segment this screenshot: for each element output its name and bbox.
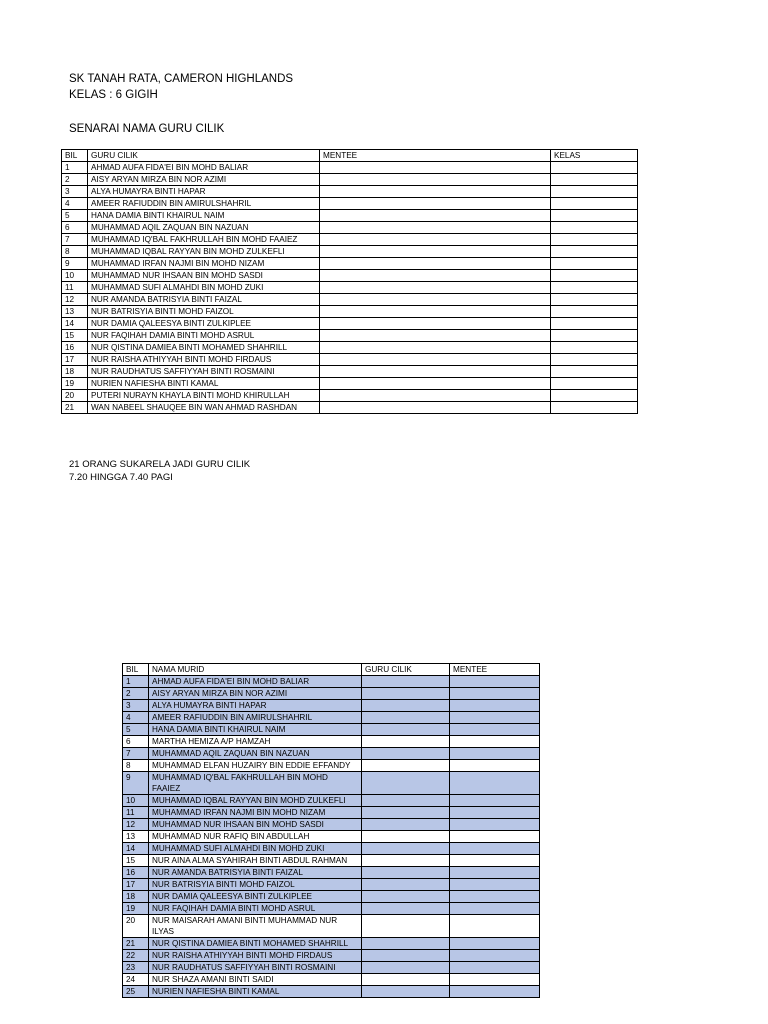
cell-nama-murid: MUHAMMAD ELFAN HUZAIRY BIN EDDIE EFFANDY (149, 760, 362, 772)
cell-guru-cilik: MUHAMMAD AQIL ZAQUAN BIN NAZUAN (88, 222, 320, 234)
header-guru-cilik: GURU CILIK (88, 150, 320, 162)
cell-mentee (450, 915, 540, 938)
cell-guru-cilik (362, 974, 450, 986)
cell-bil: 9 (123, 772, 149, 795)
table-row (62, 282, 638, 294)
cell-guru-cilik (362, 736, 450, 748)
cell-bil: 12 (123, 819, 149, 831)
cell-nama-murid: NUR RAUDHATUS SAFFIYYAH BINTI ROSMAINI (149, 962, 362, 974)
cell-guru-cilik (362, 748, 450, 760)
table-row (123, 688, 540, 700)
cell-kelas (551, 402, 638, 414)
cell-mentee (450, 986, 540, 998)
cell-bil: 11 (123, 807, 149, 819)
cell-mentee (320, 174, 551, 186)
cell-mentee (320, 342, 551, 354)
cell-bil: 20 (62, 390, 88, 402)
cell-nama-murid: MUHAMMAD NUR RAFIQ BIN ABDULLAH (149, 831, 362, 843)
cell-guru-cilik (362, 950, 450, 962)
cell-bil: 19 (62, 378, 88, 390)
cell-guru-cilik: ALYA HUMAYRA BINTI HAPAR (88, 186, 320, 198)
header-bil: BIL (123, 664, 149, 676)
cell-mentee (450, 950, 540, 962)
cell-bil: 6 (62, 222, 88, 234)
cell-bil: 11 (62, 282, 88, 294)
cell-mentee (450, 807, 540, 819)
table-row (123, 950, 540, 962)
school-name: SK TANAH RATA, CAMERON HIGHLANDS (69, 73, 294, 85)
table-row (123, 712, 540, 724)
cell-mentee (450, 748, 540, 760)
cell-mentee (450, 772, 540, 795)
table-header-row (123, 664, 540, 676)
class-label: KELAS : 6 GIGIH (69, 89, 158, 101)
cell-mentee (450, 760, 540, 772)
cell-guru-cilik: AMEER RAFIUDDIN BIN AMIRULSHAHRIL (88, 198, 320, 210)
cell-kelas (551, 366, 638, 378)
table-row (62, 234, 638, 246)
cell-nama-murid: MUHAMMAD NUR IHSAAN BIN MOHD SASDI (149, 819, 362, 831)
cell-guru-cilik (362, 712, 450, 724)
cell-mentee (320, 186, 551, 198)
cell-guru-cilik: NUR QISTINA DAMIEA BINTI MOHAMED SHAHRILL (88, 342, 320, 354)
table-row (123, 855, 540, 867)
cell-mentee (450, 879, 540, 891)
cell-kelas (551, 378, 638, 390)
cell-guru-cilik (362, 772, 450, 795)
cell-bil: 5 (123, 724, 149, 736)
cell-bil: 12 (62, 294, 88, 306)
table-row (123, 700, 540, 712)
cell-bil: 17 (62, 354, 88, 366)
cell-bil: 1 (62, 162, 88, 174)
cell-mentee (320, 378, 551, 390)
cell-kelas (551, 306, 638, 318)
table-row (62, 210, 638, 222)
cell-bil: 18 (62, 366, 88, 378)
cell-bil: 7 (62, 234, 88, 246)
table-row (62, 402, 638, 414)
cell-guru-cilik (362, 795, 450, 807)
cell-guru-cilik: MUHAMMAD IQ'BAL FAKHRULLAH BIN MOHD FAAIEZ (88, 234, 320, 246)
table-row (123, 938, 540, 950)
header-guru-cilik: GURU CILIK (362, 664, 450, 676)
header-bil: BIL (62, 150, 88, 162)
table-row (123, 748, 540, 760)
cell-kelas (551, 330, 638, 342)
cell-guru-cilik: MUHAMMAD IQBAL RAYYAN BIN MOHD ZULKEFLI (88, 246, 320, 258)
cell-guru-cilik: AHMAD AUFA FIDA'EI BIN MOHD BALIAR (88, 162, 320, 174)
nama-murid-table (122, 663, 540, 998)
cell-kelas (551, 390, 638, 402)
table-row (62, 342, 638, 354)
header-nama-murid: NAMA MURID (149, 664, 362, 676)
table-row (123, 724, 540, 736)
cell-nama-murid: NUR DAMIA QALEESYA BINTI ZULKIPLEE (149, 891, 362, 903)
cell-nama-murid: MARTHA HEMIZA A/P HAMZAH (149, 736, 362, 748)
cell-nama-murid: NUR MAISARAH AMANI BINTI MUHAMMAD NUR ILYAS (149, 915, 362, 938)
cell-guru-cilik (362, 807, 450, 819)
cell-guru-cilik: HANA DAMIA BINTI KHAIRUL NAIM (88, 210, 320, 222)
table-row (123, 760, 540, 772)
cell-mentee (320, 210, 551, 222)
cell-guru-cilik: NUR DAMIA QALEESYA BINTI ZULKIPLEE (88, 318, 320, 330)
cell-bil: 15 (62, 330, 88, 342)
cell-mentee (450, 843, 540, 855)
cell-guru-cilik (362, 760, 450, 772)
cell-mentee (450, 712, 540, 724)
table-row (123, 819, 540, 831)
cell-bil: 16 (62, 342, 88, 354)
cell-mentee (450, 688, 540, 700)
cell-mentee (320, 306, 551, 318)
cell-mentee (320, 294, 551, 306)
cell-mentee (450, 676, 540, 688)
cell-bil: 13 (62, 306, 88, 318)
cell-guru-cilik (362, 962, 450, 974)
cell-kelas (551, 294, 638, 306)
cell-kelas (551, 198, 638, 210)
cell-nama-murid: NUR FAQIHAH DAMIA BINTI MOHD ASRUL (149, 903, 362, 915)
cell-guru-cilik (362, 903, 450, 915)
cell-bil: 10 (62, 270, 88, 282)
cell-bil: 1 (123, 676, 149, 688)
cell-bil: 23 (123, 962, 149, 974)
cell-bil: 22 (123, 950, 149, 962)
cell-mentee (320, 354, 551, 366)
header-mentee: MENTEE (450, 664, 540, 676)
cell-guru-cilik: NUR BATRISYIA BINTI MOHD FAIZOL (88, 306, 320, 318)
cell-bil: 9 (62, 258, 88, 270)
cell-guru-cilik: WAN NABEEL SHAUQEE BIN WAN AHMAD RASHDAN (88, 402, 320, 414)
cell-nama-murid: MUHAMMAD SUFI ALMAHDI BIN MOHD ZUKI (149, 843, 362, 855)
cell-kelas (551, 174, 638, 186)
cell-kelas (551, 258, 638, 270)
cell-guru-cilik: PUTERI NURAYN KHAYLA BINTI MOHD KHIRULLAH (88, 390, 320, 402)
table-row (123, 915, 540, 938)
cell-guru-cilik (362, 867, 450, 879)
cell-guru-cilik (362, 879, 450, 891)
cell-guru-cilik: MUHAMMAD SUFI ALMAHDI BIN MOHD ZUKI (88, 282, 320, 294)
cell-nama-murid: NURIEN NAFIESHA BINTI KAMAL (149, 986, 362, 998)
cell-mentee (450, 736, 540, 748)
cell-mentee (320, 162, 551, 174)
cell-mentee (450, 962, 540, 974)
cell-bil: 7 (123, 748, 149, 760)
cell-nama-murid: NUR BATRISYIA BINTI MOHD FAIZOL (149, 879, 362, 891)
cell-mentee (450, 891, 540, 903)
cell-mentee (320, 222, 551, 234)
table-row (62, 270, 638, 282)
cell-nama-murid: HANA DAMIA BINTI KHAIRUL NAIM (149, 724, 362, 736)
cell-nama-murid: MUHAMMAD IQ'BAL FAKHRULLAH BIN MOHD FAAIEZ (149, 772, 362, 795)
cell-kelas (551, 234, 638, 246)
cell-guru-cilik: MUHAMMAD NUR IHSAAN BIN MOHD SASDI (88, 270, 320, 282)
cell-mentee (450, 867, 540, 879)
cell-guru-cilik (362, 855, 450, 867)
table-row (123, 831, 540, 843)
cell-mentee (450, 938, 540, 950)
cell-nama-murid: AHMAD AUFA FIDA'EI BIN MOHD BALIAR (149, 676, 362, 688)
cell-mentee (320, 258, 551, 270)
cell-nama-murid: AMEER RAFIUDDIN BIN AMIRULSHAHRIL (149, 712, 362, 724)
table-row (123, 974, 540, 986)
cell-mentee (450, 819, 540, 831)
cell-kelas (551, 282, 638, 294)
cell-guru-cilik (362, 915, 450, 938)
cell-mentee (320, 366, 551, 378)
cell-nama-murid: NUR RAISHA ATHIYYAH BINTI MOHD FIRDAUS (149, 950, 362, 962)
cell-mentee (450, 795, 540, 807)
cell-bil: 24 (123, 974, 149, 986)
cell-kelas (551, 222, 638, 234)
cell-bil: 18 (123, 891, 149, 903)
cell-nama-murid: MUHAMMAD IQBAL RAYYAN BIN MOHD ZULKEFLI (149, 795, 362, 807)
table-row (62, 366, 638, 378)
cell-bil: 14 (62, 318, 88, 330)
table-row (123, 676, 540, 688)
cell-guru-cilik: MUHAMMAD IRFAN NAJMI BIN MOHD NIZAM (88, 258, 320, 270)
cell-bil: 21 (123, 938, 149, 950)
cell-kelas (551, 210, 638, 222)
cell-guru-cilik (362, 700, 450, 712)
cell-guru-cilik (362, 891, 450, 903)
cell-mentee (450, 831, 540, 843)
cell-guru-cilik: NURIEN NAFIESHA BINTI KAMAL (88, 378, 320, 390)
cell-kelas (551, 162, 638, 174)
cell-mentee (320, 318, 551, 330)
table-row (62, 186, 638, 198)
cell-bil: 25 (123, 986, 149, 998)
table-row (123, 807, 540, 819)
cell-kelas (551, 270, 638, 282)
cell-bil: 3 (123, 700, 149, 712)
cell-guru-cilik (362, 831, 450, 843)
cell-bil: 8 (62, 246, 88, 258)
table-row (62, 198, 638, 210)
cell-guru-cilik (362, 843, 450, 855)
cell-mentee (450, 903, 540, 915)
cell-kelas (551, 186, 638, 198)
cell-guru-cilik: NUR FAQIHAH DAMIA BINTI MOHD ASRUL (88, 330, 320, 342)
cell-nama-murid: AISY ARYAN MIRZA BIN NOR AZIMI (149, 688, 362, 700)
cell-mentee (450, 700, 540, 712)
cell-guru-cilik (362, 724, 450, 736)
table-row (62, 294, 638, 306)
cell-nama-murid: MUHAMMAD IRFAN NAJMI BIN MOHD NIZAM (149, 807, 362, 819)
table-row (62, 306, 638, 318)
cell-mentee (320, 198, 551, 210)
table-row (62, 258, 638, 270)
cell-bil: 8 (123, 760, 149, 772)
cell-bil: 4 (62, 198, 88, 210)
cell-mentee (450, 855, 540, 867)
header-kelas: KELAS (551, 150, 638, 162)
cell-kelas (551, 246, 638, 258)
cell-nama-murid: ALYA HUMAYRA BINTI HAPAR (149, 700, 362, 712)
cell-nama-murid: NUR AINA ALMA SYAHIRAH BINTI ABDUL RAHMAN (149, 855, 362, 867)
cell-mentee (320, 270, 551, 282)
cell-mentee (450, 974, 540, 986)
cell-guru-cilik: NUR RAUDHATUS SAFFIYYAH BINTI ROSMAINI (88, 366, 320, 378)
cell-bil: 15 (123, 855, 149, 867)
cell-mentee (320, 246, 551, 258)
cell-bil: 21 (62, 402, 88, 414)
cell-mentee (320, 402, 551, 414)
cell-nama-murid: NUR QISTINA DAMIEA BINTI MOHAMED SHAHRILL (149, 938, 362, 950)
note-time: 7.20 HINGGA 7.40 PAGI (69, 472, 173, 483)
cell-bil: 10 (123, 795, 149, 807)
table-row (123, 736, 540, 748)
table-row (123, 843, 540, 855)
cell-bil: 16 (123, 867, 149, 879)
cell-mentee (320, 390, 551, 402)
cell-bil: 2 (62, 174, 88, 186)
cell-bil: 14 (123, 843, 149, 855)
cell-bil: 20 (123, 915, 149, 938)
cell-guru-cilik: NUR AMANDA BATRISYIA BINTI FAIZAL (88, 294, 320, 306)
table-row (62, 174, 638, 186)
table-row (123, 795, 540, 807)
table-row (123, 867, 540, 879)
table-row (123, 772, 540, 795)
guru-cilik-table (61, 149, 638, 414)
table-header-row (62, 150, 638, 162)
cell-guru-cilik (362, 676, 450, 688)
cell-bil: 6 (123, 736, 149, 748)
note-volunteers: 21 ORANG SUKARELA JADI GURU CILIK (69, 459, 251, 470)
cell-kelas (551, 342, 638, 354)
cell-mentee (320, 282, 551, 294)
cell-bil: 2 (123, 688, 149, 700)
table-row (123, 903, 540, 915)
cell-mentee (320, 330, 551, 342)
cell-nama-murid: MUHAMMAD AQIL ZAQUAN BIN NAZUAN (149, 748, 362, 760)
cell-bil: 3 (62, 186, 88, 198)
cell-guru-cilik (362, 986, 450, 998)
cell-bil: 4 (123, 712, 149, 724)
cell-mentee (320, 234, 551, 246)
table-row (123, 891, 540, 903)
cell-bil: 17 (123, 879, 149, 891)
table-row (123, 962, 540, 974)
cell-guru-cilik (362, 688, 450, 700)
table-row (62, 222, 638, 234)
cell-guru-cilik (362, 819, 450, 831)
document-title: SENARAI NAMA GURU CILIK (69, 123, 225, 135)
cell-bil: 13 (123, 831, 149, 843)
table-row (62, 330, 638, 342)
cell-kelas (551, 354, 638, 366)
cell-mentee (450, 724, 540, 736)
cell-bil: 19 (123, 903, 149, 915)
table-row (62, 162, 638, 174)
cell-kelas (551, 318, 638, 330)
table-row (62, 246, 638, 258)
cell-guru-cilik (362, 938, 450, 950)
cell-nama-murid: NUR AMANDA BATRISYIA BINTI FAIZAL (149, 867, 362, 879)
cell-guru-cilik: AISY ARYAN MIRZA BIN NOR AZIMI (88, 174, 320, 186)
cell-bil: 5 (62, 210, 88, 222)
table-row (123, 879, 540, 891)
header-mentee: MENTEE (320, 150, 551, 162)
table-row (62, 390, 638, 402)
cell-nama-murid: NUR SHAZA AMANI BINTI SAIDI (149, 974, 362, 986)
cell-guru-cilik: NUR RAISHA ATHIYYAH BINTI MOHD FIRDAUS (88, 354, 320, 366)
table-row (62, 318, 638, 330)
table-row (123, 986, 540, 998)
table-row (62, 378, 638, 390)
table-row (62, 354, 638, 366)
